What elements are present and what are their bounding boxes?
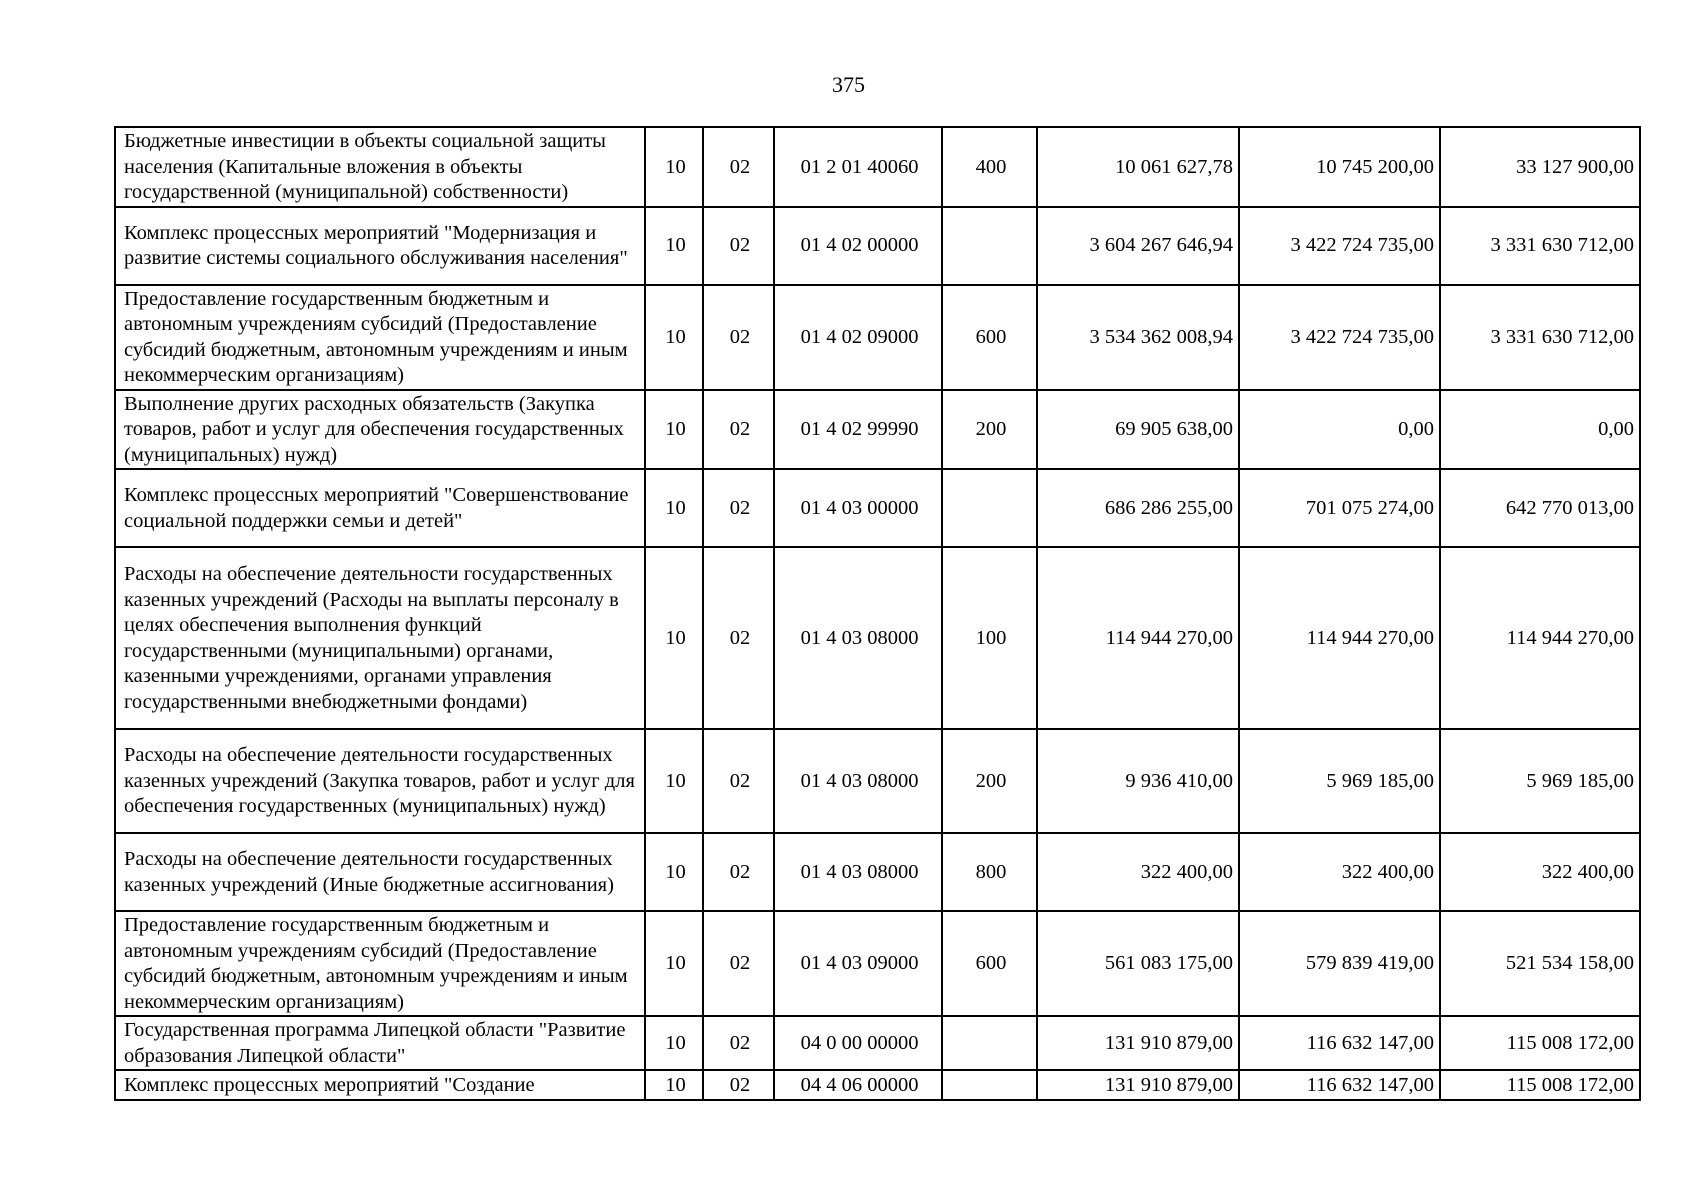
row-expense-type-code: 600 [942, 285, 1037, 390]
row-amount-3: 3 331 630 712,00 [1440, 207, 1640, 285]
row-name: Предоставление государственным бюджетным и автономным учреждениям субсидий (Предоставление субсидий бюджетным, автономным учреждениям и иным некоммерческим организациям) [115, 285, 645, 390]
row-section-code: 10 [645, 833, 703, 911]
row-subsection-code: 02 [703, 729, 774, 833]
row-expense-type-code [942, 207, 1037, 285]
row-subsection-code: 02 [703, 127, 774, 207]
row-name: Бюджетные инвестиции в объекты социальной защиты населения (Капитальные вложения в объекты государственной (муниципальной) собственности) [115, 127, 645, 207]
row-subsection-code: 02 [703, 469, 774, 547]
row-expense-type-code [942, 1070, 1037, 1100]
row-amount-1: 131 910 879,00 [1037, 1070, 1239, 1100]
row-amount-1: 69 905 638,00 [1037, 390, 1239, 470]
row-amount-2: 116 632 147,00 [1239, 1070, 1440, 1100]
row-name: Предоставление государственным бюджетным и автономным учреждениям субсидий (Предоставление субсидий бюджетным, автономным учреждениям и иным некоммерческим организациям) [115, 911, 645, 1016]
table-row [115, 833, 1640, 911]
row-amount-3: 114 944 270,00 [1440, 547, 1640, 729]
budget-table [114, 126, 1641, 1101]
table-row [115, 207, 1640, 285]
row-target-article-code: 01 4 03 08000 [774, 833, 942, 911]
row-amount-3: 322 400,00 [1440, 833, 1640, 911]
row-amount-1: 9 936 410,00 [1037, 729, 1239, 833]
row-amount-2: 116 632 147,00 [1239, 1016, 1440, 1070]
row-target-article-code: 01 4 03 09000 [774, 911, 942, 1016]
table-row [115, 911, 1640, 1016]
row-section-code: 10 [645, 1070, 703, 1100]
row-subsection-code: 02 [703, 285, 774, 390]
row-target-article-code: 04 0 00 00000 [774, 1016, 942, 1070]
row-section-code: 10 [645, 285, 703, 390]
row-name: Выполнение других расходных обязательств (Закупка товаров, работ и услуг для обеспечения государственных (муниципальных) нужд) [115, 390, 645, 470]
row-amount-1: 561 083 175,00 [1037, 911, 1239, 1016]
row-name: Комплекс процессных мероприятий "Модернизация и развитие системы социального обслуживания населения" [115, 207, 645, 285]
row-subsection-code: 02 [703, 1016, 774, 1070]
row-name: Государственная программа Липецкой области "Развитие образования Липецкой области" [115, 1016, 645, 1070]
row-amount-2: 114 944 270,00 [1239, 547, 1440, 729]
row-amount-1: 10 061 627,78 [1037, 127, 1239, 207]
row-name: Расходы на обеспечение деятельности государственных казенных учреждений (Закупка товаров, работ и услуг для обеспечения государственных (муниципальных) нужд) [115, 729, 645, 833]
table-row [115, 729, 1640, 833]
row-amount-1: 686 286 255,00 [1037, 469, 1239, 547]
row-expense-type-code [942, 469, 1037, 547]
row-section-code: 10 [645, 390, 703, 470]
row-amount-2: 322 400,00 [1239, 833, 1440, 911]
row-expense-type-code: 200 [942, 729, 1037, 833]
table-row [115, 285, 1640, 390]
row-amount-1: 131 910 879,00 [1037, 1016, 1239, 1070]
row-name: Расходы на обеспечение деятельности государственных казенных учреждений (Иные бюджетные ассигнования) [115, 833, 645, 911]
row-amount-2: 10 745 200,00 [1239, 127, 1440, 207]
row-section-code: 10 [645, 1016, 703, 1070]
row-amount-1: 322 400,00 [1037, 833, 1239, 911]
row-expense-type-code [942, 1016, 1037, 1070]
page-number: 375 [832, 72, 865, 97]
row-amount-3: 5 969 185,00 [1440, 729, 1640, 833]
row-amount-2: 3 422 724 735,00 [1239, 285, 1440, 390]
row-name: Комплекс процессных мероприятий "Создание [115, 1070, 645, 1100]
row-section-code: 10 [645, 729, 703, 833]
table-row [115, 390, 1640, 470]
row-expense-type-code: 200 [942, 390, 1037, 470]
row-target-article-code: 01 4 02 00000 [774, 207, 942, 285]
table-row [115, 1016, 1640, 1070]
row-section-code: 10 [645, 911, 703, 1016]
row-amount-1: 114 944 270,00 [1037, 547, 1239, 729]
row-subsection-code: 02 [703, 1070, 774, 1100]
row-target-article-code: 01 4 03 00000 [774, 469, 942, 547]
row-subsection-code: 02 [703, 390, 774, 470]
row-expense-type-code: 400 [942, 127, 1037, 207]
row-amount-3: 115 008 172,00 [1440, 1016, 1640, 1070]
row-amount-3: 521 534 158,00 [1440, 911, 1640, 1016]
row-subsection-code: 02 [703, 911, 774, 1016]
row-subsection-code: 02 [703, 207, 774, 285]
row-amount-2: 701 075 274,00 [1239, 469, 1440, 547]
row-amount-2: 3 422 724 735,00 [1239, 207, 1440, 285]
row-amount-2: 579 839 419,00 [1239, 911, 1440, 1016]
row-target-article-code: 01 4 03 08000 [774, 729, 942, 833]
row-amount-3: 642 770 013,00 [1440, 469, 1640, 547]
budget-table-body [115, 127, 1640, 1100]
row-section-code: 10 [645, 547, 703, 729]
table-row [115, 547, 1640, 729]
row-amount-1: 3 604 267 646,94 [1037, 207, 1239, 285]
row-section-code: 10 [645, 127, 703, 207]
row-amount-2: 5 969 185,00 [1239, 729, 1440, 833]
row-target-article-code: 01 4 02 09000 [774, 285, 942, 390]
table-row [115, 469, 1640, 547]
row-section-code: 10 [645, 469, 703, 547]
row-target-article-code: 01 4 02 99990 [774, 390, 942, 470]
row-amount-3: 0,00 [1440, 390, 1640, 470]
row-target-article-code: 01 4 03 08000 [774, 547, 942, 729]
row-amount-3: 33 127 900,00 [1440, 127, 1640, 207]
row-expense-type-code: 100 [942, 547, 1037, 729]
row-section-code: 10 [645, 207, 703, 285]
row-target-article-code: 04 4 06 00000 [774, 1070, 942, 1100]
row-amount-2: 0,00 [1239, 390, 1440, 470]
row-subsection-code: 02 [703, 547, 774, 729]
table-row [115, 127, 1640, 207]
row-name: Расходы на обеспечение деятельности государственных казенных учреждений (Расходы на выплаты персоналу в целях обеспечения выполнения функций государственными (муниципальными) органами, казенными учреждениями, органами управления государственными внебюджетными фондами) [115, 547, 645, 729]
row-target-article-code: 01 2 01 40060 [774, 127, 942, 207]
row-subsection-code: 02 [703, 833, 774, 911]
row-amount-3: 3 331 630 712,00 [1440, 285, 1640, 390]
row-expense-type-code: 800 [942, 833, 1037, 911]
row-name: Комплекс процессных мероприятий "Совершенствование социальной поддержки семьи и детей" [115, 469, 645, 547]
row-expense-type-code: 600 [942, 911, 1037, 1016]
table-row [115, 1070, 1640, 1100]
row-amount-1: 3 534 362 008,94 [1037, 285, 1239, 390]
row-amount-3: 115 008 172,00 [1440, 1070, 1640, 1100]
